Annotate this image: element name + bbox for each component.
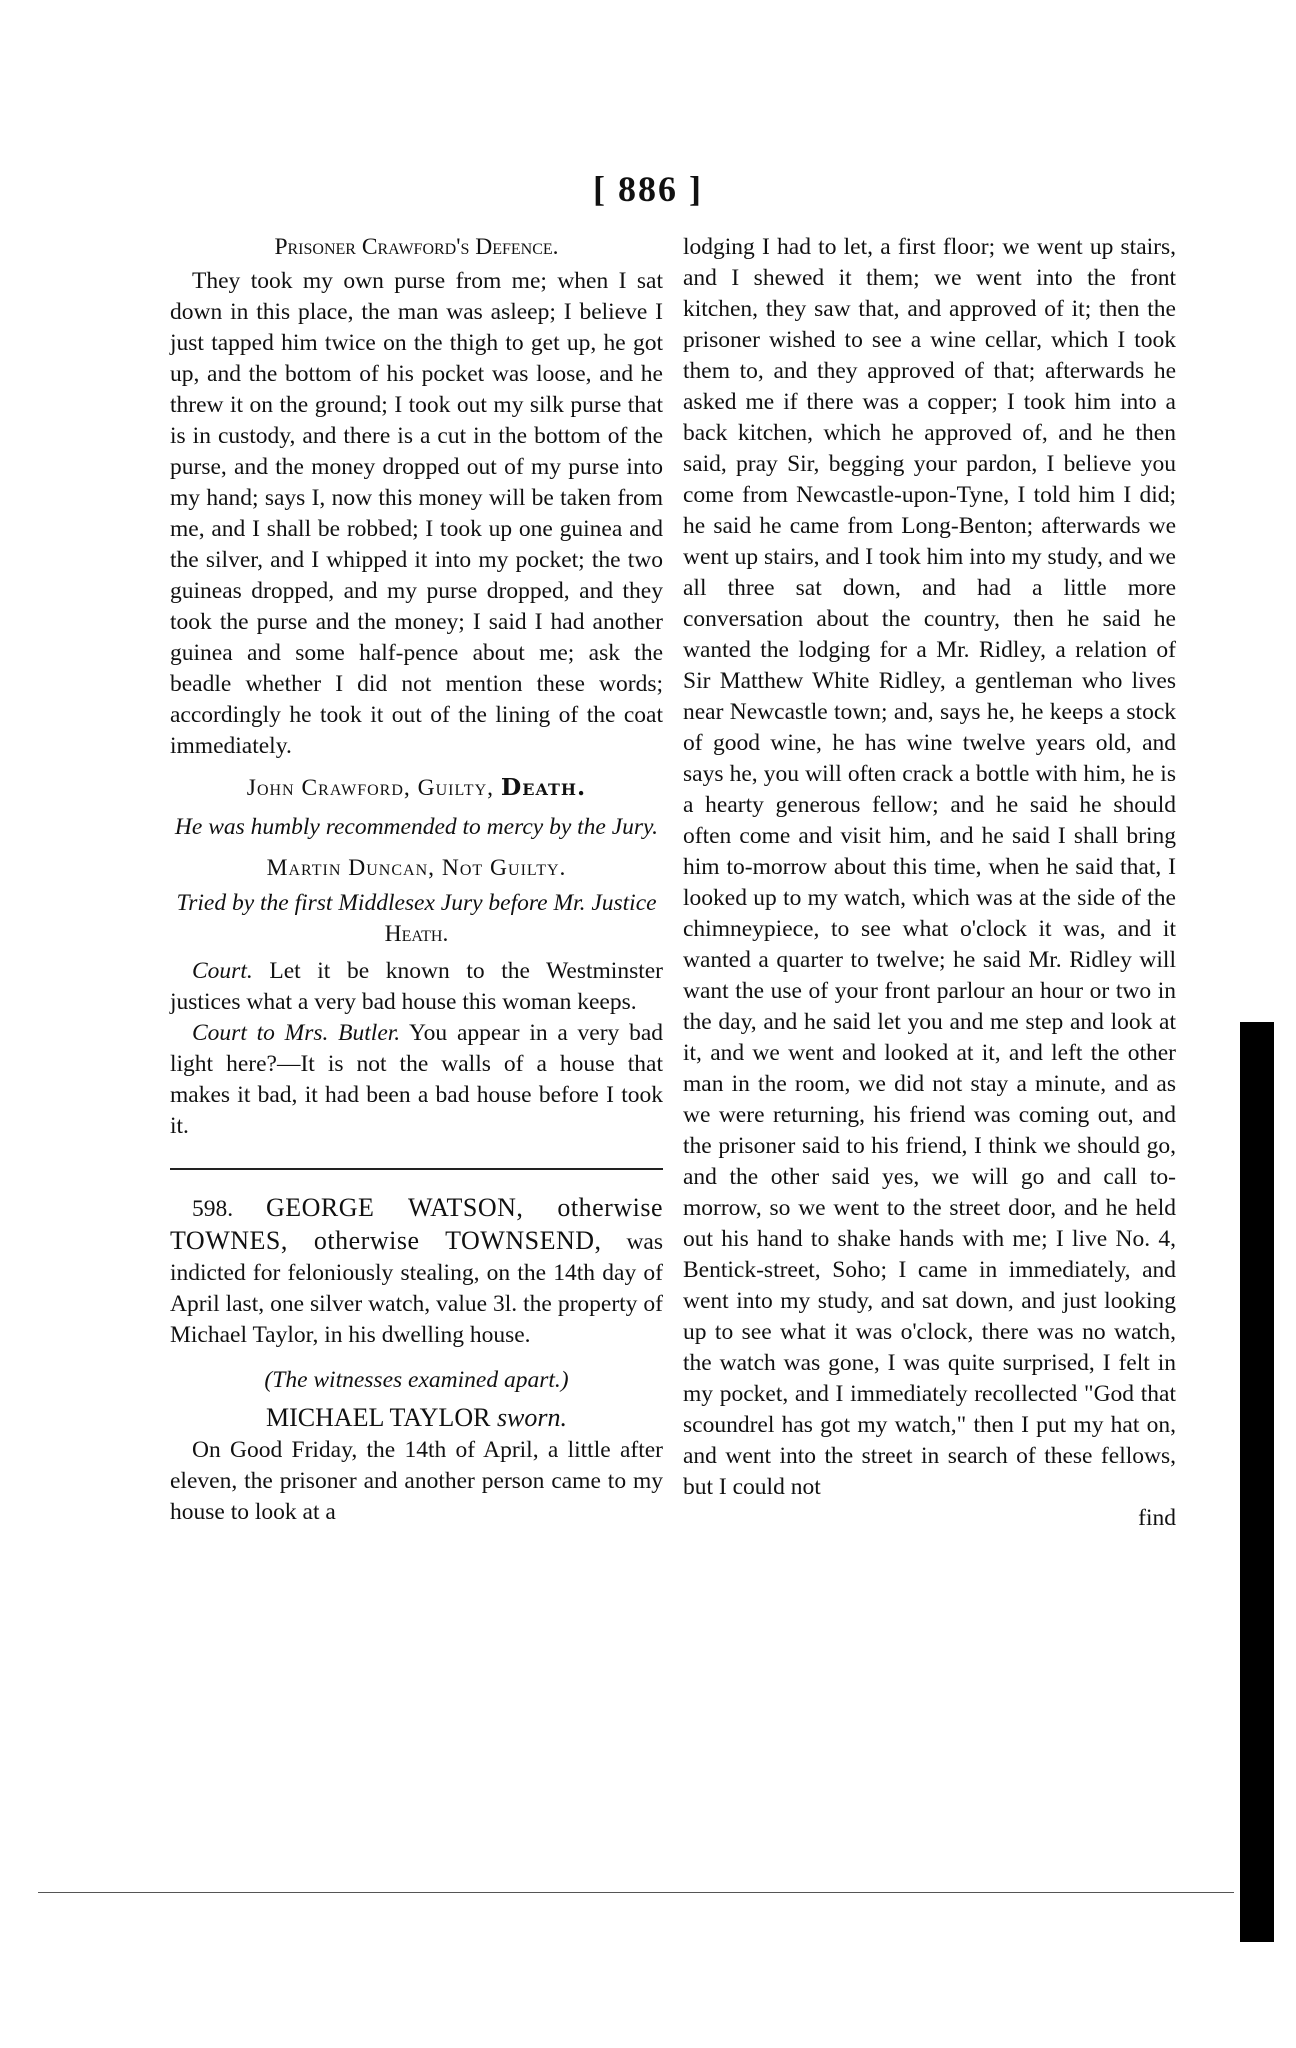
witnesses-note: (The witnesses examined apart.)	[264, 1367, 569, 1393]
case-number: 598.	[192, 1196, 266, 1222]
witness-name: MICHAEL TAYLOR	[265, 1403, 497, 1432]
verdict-crawford	[170, 772, 663, 804]
right-column	[683, 232, 1176, 1534]
defence-heading: Prisoner Crawford's Defence.	[274, 234, 559, 260]
witness-heading	[170, 1402, 663, 1433]
verdict-name: John Crawford, Guilty,	[246, 775, 501, 801]
mercy-recommendation: He was humbly recommended to mercy by the Jury.	[174, 814, 659, 840]
witness-sworn: sworn.	[496, 1403, 568, 1432]
court-label: Court.	[192, 958, 253, 984]
tried-prefix: Tried by the first Middlesex Jury before Mr. Justice	[176, 890, 657, 916]
tried-judge: Heath.	[384, 921, 449, 947]
scan-edge-bar	[1240, 1022, 1274, 1942]
left-column	[170, 232, 663, 1528]
court-remark-1	[170, 956, 663, 1018]
tried-line	[170, 888, 663, 950]
catchword: find	[1138, 1505, 1176, 1531]
verdict-word: Death.	[500, 773, 587, 801]
defence-paragraph: They took my own purse from me; when I sat down in this place, the man was asleep; I believe I just tapped him twice on the thigh to get up, he got up, and the bottom of his pocket was loose, and he threw it on the ground; I took out my silk purse that is in custody, and there is a cut in the bottom of the purse, and the money dropped out of my purse into my hand; says I, now this money will be taken from me, and I shall be robbed; I took up one guinea and the silver, and I whipped it into my pocket; the two guineas dropped, and my purse dropped, and they took the purse and the money; I said I had another guinea and some half-pence about me; ask the beadle whether I did not mention these words; accordingly he took it out of the lining of the coat immediately.	[170, 268, 663, 759]
testimony-start: On Good Friday, the 14th of April, a little after eleven, the prisoner and another person came to my house to look at a	[170, 1437, 663, 1525]
page-number: [ 886 ]	[593, 169, 703, 209]
case-text: was indicted for feloniously stealing, on the 14th day of April last, one silver watch, value 3l. the property of Michael Taylor, in his dwelling house.	[170, 1229, 664, 1348]
court-remark-text: You appear in a very bad light here?—It is not the walls of a house that makes it bad, it had been a bad house before I took it.	[170, 1020, 663, 1139]
verdict-duncan: Martin Duncan, Not Guilty.	[266, 855, 567, 881]
section-divider	[170, 1168, 663, 1170]
case-names: GEORGE WATSON, otherwise TOWNES, otherwise TOWNSEND,	[170, 1193, 663, 1255]
testimony-continuation: lodging I had to let, a first floor; we went up stairs, and I shewed it them; we went into the front kitchen, they saw that, and approved of it; then the prisoner wished to see a wine cellar, which I took them to, and they approved of that; afterwards he asked me if there was a copper; I took him into a back kitchen, which he approved of, and he then said, pray Sir, begging your pardon, I believe you come from Newcastle-upon-Tyne, I told him I did; he said he came from Long-Benton; afterwards we went up stairs, and I took him into my study, and we all three sat down, and had a little more conversation about the country, then he said he wanted the lodging for a Mr. Ridley, a relation of Sir Matthew White Ridley, a gentleman who lives near Newcastle town; and, says he, he keeps a stock of good wine, he has wine twelve years old, and says he, you will often crack a bottle with him, he is a hearty generous fellow; and he said he should often come and visit him, and he said I shall bring him to-morrow about this time, when he said that, I looked up to my watch, which was at the side of the chimneypiece, to see what o'clock it was, and it wanted a quarter to twelve; he said Mr. Ridley will want the use of your front parlour an hour or two in the day, and he said let you and me step and look at it, and we went and looked at it, and left the other man in the room, we did not stay a minute, and as we were returning, his friend was coming out, and the prisoner said to his friend, I think we should go, and the other said yes, we will go and call to-morrow, so we went to the street door, and he held out his hand to shake hands with me; I live No. 4, Bentick-street, Soho; I came in immediately, and went into my study, and sat down, and just looking up to see what it was o'clock, there was no watch, the watch was gone, I was quite surprised, I felt in my pocket, and I immediately recollected "God that scoundrel has got my watch," then I put my hat on, and went into the street in search of these fellows, but I could not	[683, 234, 1176, 1500]
court-remark-text: Let it be known to the Westminster justices what a very bad house this woman keeps.	[170, 958, 663, 1015]
page-bottom-rule	[38, 1892, 1234, 1893]
court-label: Court to Mrs. Butler.	[192, 1020, 401, 1046]
indictment-paragraph	[170, 1192, 663, 1351]
court-remark-2	[170, 1018, 663, 1142]
